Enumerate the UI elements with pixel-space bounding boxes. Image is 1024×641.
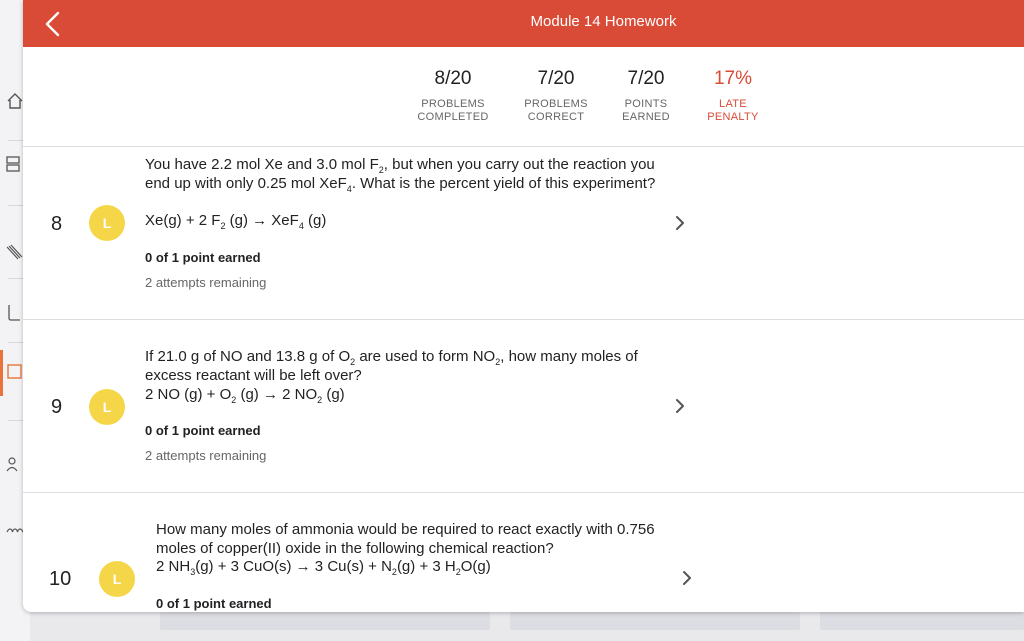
stat-label: PROBLEMS CORRECT: [524, 98, 588, 123]
people-icon[interactable]: [6, 455, 24, 473]
question-text: How many moles of ammonia would be required to react exactly with 0.756 moles of copper(II) oxide in the following chemical reaction?: [156, 521, 655, 557]
problem-row-9[interactable]: [23, 320, 1024, 492]
late-badge: L: [89, 389, 125, 425]
stat-value: 17%: [713, 68, 753, 89]
chevron-right-icon[interactable]: [680, 569, 694, 587]
problem-number: 9: [51, 396, 63, 418]
group-icon[interactable]: [6, 518, 24, 536]
assignment-icon[interactable]: [6, 362, 24, 380]
stat-label: PROBLEMS COMPLETED: [417, 98, 489, 123]
chevron-right-icon[interactable]: [673, 397, 687, 415]
stat-problems-correct: [506, 68, 606, 124]
problem-number: 8: [51, 213, 63, 235]
stat-value: 7/20: [627, 68, 665, 89]
reaction-equation: 2 $NH_3(g) + 3$ CuO(s) → 3 $Cu(s) + N_2(g) + 3$ $H_2O(g)$: [156, 558, 491, 577]
books-icon[interactable]: [6, 243, 24, 261]
question-text: You have 2.2 mol Xe and 3.0 mol $F_2$, but when you carry out the reaction you end up with only 0.25 mol XeF$_4$. What is the percent yield of this experiment?: [145, 156, 656, 194]
stat-value: 7/20: [537, 68, 575, 89]
reaction-equation: 2 NO $(g) + O_2$ (g) → 2 $NO_2$ (g): [145, 386, 345, 405]
problem-row-8[interactable]: [23, 147, 1024, 319]
grid-icon[interactable]: [6, 155, 24, 173]
late-badge: L: [89, 205, 125, 241]
header-bar: [23, 0, 1024, 47]
rail-active-indicator: [0, 350, 3, 396]
notebook-icon[interactable]: [6, 303, 24, 321]
stat-label: LATE PENALTY: [707, 98, 759, 123]
stat-problems-completed: [403, 68, 503, 124]
stats-row: [23, 68, 1024, 138]
homework-sheet: [23, 0, 1024, 612]
question-text: If 21.0 g of NO and 13.8 g of $O_2$ are used to form $NO_2$, how many moles of excess reactant will be left over?: [145, 348, 638, 384]
stat-points-earned: [596, 68, 696, 124]
home-icon[interactable]: [6, 92, 24, 110]
problem-number: 10: [49, 568, 72, 590]
attempts-remaining: 2 attempts remaining: [145, 275, 267, 290]
stat-late-penalty: [683, 68, 783, 124]
background-card: [160, 612, 490, 630]
chevron-right-icon[interactable]: [673, 214, 687, 232]
attempts-remaining: 2 attempts remaining: [145, 448, 267, 463]
late-badge: L: [99, 561, 135, 597]
points-earned: 0 of 1 point earned: [156, 596, 272, 611]
stat-value: 8/20: [434, 68, 472, 89]
problem-row-10[interactable]: [23, 493, 1024, 612]
background-card: [510, 612, 800, 630]
page-title: Module 14 Homework: [530, 13, 677, 30]
points-earned: 0 of 1 point earned: [145, 250, 261, 265]
background-card: [820, 612, 1024, 630]
reaction-equation: Xe(g) + 2 $F_2$ (g) → XeF$_4$ (g): [145, 212, 327, 231]
points-earned: 0 of 1 point earned: [145, 423, 261, 438]
stat-label: POINTS EARNED: [622, 98, 670, 123]
